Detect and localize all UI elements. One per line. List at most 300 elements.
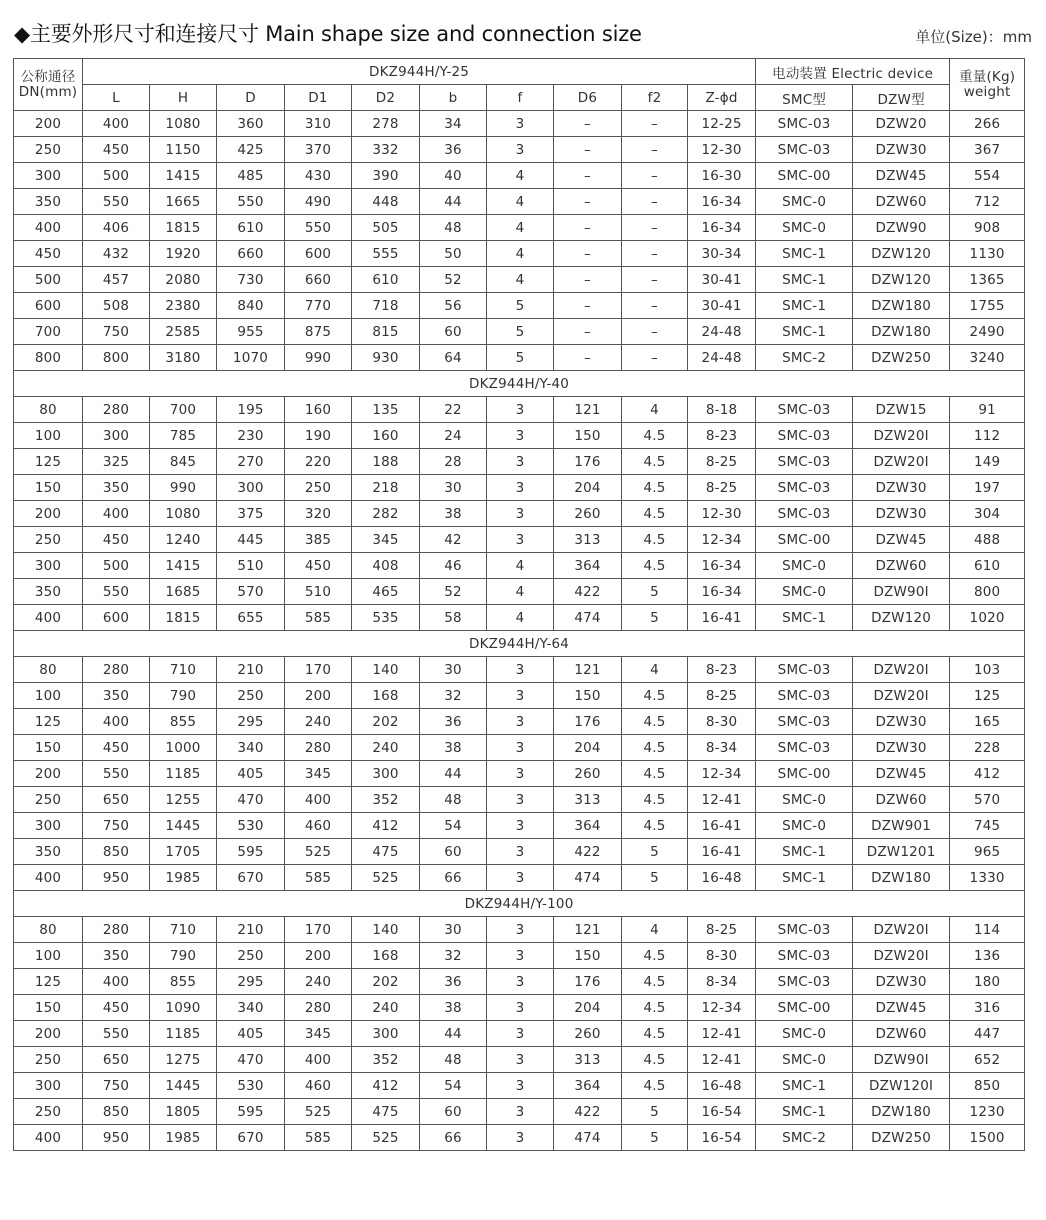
- page-title: ◆主要外形尺寸和连接尺寸 Main shape size and connection size: [14, 22, 642, 46]
- table-cell: 800: [83, 345, 150, 371]
- table-cell: SMC-03: [756, 137, 853, 163]
- table-cell: 4.5: [622, 501, 688, 527]
- table-cell: 176: [554, 709, 622, 735]
- table-cell: 44: [420, 189, 487, 215]
- table-cell: 80: [14, 657, 83, 683]
- table-cell: 652: [950, 1047, 1025, 1073]
- page-header: [14, 14, 1032, 54]
- table-cell: 730: [217, 267, 285, 293]
- table-cell: 990: [285, 345, 352, 371]
- table-cell: 345: [352, 527, 420, 553]
- table-cell: 950: [83, 1125, 150, 1151]
- table-cell: SMC-00: [756, 163, 853, 189]
- table-cell: 30: [420, 475, 487, 501]
- table-cell: 300: [14, 553, 83, 579]
- table-cell: 350: [14, 839, 83, 865]
- table-cell: 8-23: [688, 657, 756, 683]
- table-cell: 4.5: [622, 735, 688, 761]
- table-cell: 8-23: [688, 423, 756, 449]
- table-cell: 585: [285, 1125, 352, 1151]
- table-cell: 4.5: [622, 527, 688, 553]
- table-cell: 3240: [950, 345, 1025, 371]
- table-cell: 4.5: [622, 683, 688, 709]
- table-cell: 585: [285, 865, 352, 891]
- table-cell: 60: [420, 1099, 487, 1125]
- table-cell: DZW120: [853, 241, 950, 267]
- table-cell: 490: [285, 189, 352, 215]
- table-cell: SMC-1: [756, 241, 853, 267]
- table-cell: SMC-03: [756, 501, 853, 527]
- table-cell: SMC-1: [756, 267, 853, 293]
- table-cell: 250: [14, 1047, 83, 1073]
- table-cell: 855: [150, 969, 217, 995]
- table-cell: 300: [14, 1073, 83, 1099]
- table-cell: –: [554, 267, 622, 293]
- table-cell: –: [622, 163, 688, 189]
- table-cell: 140: [352, 657, 420, 683]
- table-cell: 180: [950, 969, 1025, 995]
- table-cell: 4.5: [622, 553, 688, 579]
- table-cell: 250: [285, 475, 352, 501]
- table-cell: 908: [950, 215, 1025, 241]
- table-cell: 38: [420, 995, 487, 1021]
- table-cell: SMC-00: [756, 761, 853, 787]
- table-cell: 3: [487, 969, 554, 995]
- table-cell: 280: [83, 657, 150, 683]
- table-cell: 3: [487, 917, 554, 943]
- table-row: [14, 475, 1025, 501]
- table-cell: 340: [217, 735, 285, 761]
- table-cell: 168: [352, 943, 420, 969]
- table-cell: DZW20I: [853, 943, 950, 969]
- table-cell: 46: [420, 553, 487, 579]
- table-cell: DZW180: [853, 1099, 950, 1125]
- table-cell: 80: [14, 397, 83, 423]
- table-cell: 855: [150, 709, 217, 735]
- table-cell: 228: [950, 735, 1025, 761]
- table-cell: 250: [217, 943, 285, 969]
- table-row: [14, 839, 1025, 865]
- table-cell: 16-34: [688, 215, 756, 241]
- table-cell: 510: [217, 553, 285, 579]
- table-row: [14, 865, 1025, 891]
- table-cell: SMC-1: [756, 293, 853, 319]
- section-title: DKZ944H/Y-100: [14, 891, 1025, 917]
- table-cell: 8-25: [688, 683, 756, 709]
- table-cell: 850: [83, 839, 150, 865]
- table-cell: 1415: [150, 553, 217, 579]
- table-cell: 4.5: [622, 1047, 688, 1073]
- table-cell: DZW60: [853, 189, 950, 215]
- table-cell: 610: [217, 215, 285, 241]
- table-cell: 508: [83, 293, 150, 319]
- table-cell: 1000: [150, 735, 217, 761]
- table-row: [14, 423, 1025, 449]
- table-cell: 450: [83, 137, 150, 163]
- table-row: [14, 553, 1025, 579]
- table-row: [14, 943, 1025, 969]
- table-cell: SMC-0: [756, 813, 853, 839]
- table-cell: 1815: [150, 215, 217, 241]
- table-cell: 4: [487, 241, 554, 267]
- table-cell: 165: [950, 709, 1025, 735]
- table-cell: 4.5: [622, 709, 688, 735]
- table-cell: 1070: [217, 345, 285, 371]
- table-cell: 550: [285, 215, 352, 241]
- table-cell: 367: [950, 137, 1025, 163]
- table-cell: 1815: [150, 605, 217, 631]
- table-row: [14, 735, 1025, 761]
- table-cell: SMC-1: [756, 1073, 853, 1099]
- table-cell: 121: [554, 657, 622, 683]
- table-cell: 670: [217, 865, 285, 891]
- table-cell: 3: [487, 865, 554, 891]
- table-cell: 470: [217, 1047, 285, 1073]
- table-cell: 300: [14, 813, 83, 839]
- table-cell: DZW20I: [853, 449, 950, 475]
- table-cell: 1090: [150, 995, 217, 1021]
- weight-header-cell: [950, 59, 1025, 111]
- table-cell: 488: [950, 527, 1025, 553]
- table-cell: DZW45: [853, 995, 950, 1021]
- table-cell: 32: [420, 943, 487, 969]
- table-cell: 400: [83, 709, 150, 735]
- table-cell: 332: [352, 137, 420, 163]
- table-cell: SMC-0: [756, 579, 853, 605]
- table-cell: 4.5: [622, 787, 688, 813]
- table-cell: 325: [83, 449, 150, 475]
- table-cell: 412: [352, 813, 420, 839]
- table-cell: 990: [150, 475, 217, 501]
- table-row: [14, 319, 1025, 345]
- table-cell: 38: [420, 735, 487, 761]
- table-cell: 3: [487, 683, 554, 709]
- table-cell: 875: [285, 319, 352, 345]
- table-cell: 2380: [150, 293, 217, 319]
- table-cell: 412: [352, 1073, 420, 1099]
- table-cell: 300: [14, 163, 83, 189]
- table-cell: 460: [285, 1073, 352, 1099]
- table-row: [14, 345, 1025, 371]
- table-cell: 595: [217, 1099, 285, 1125]
- table-cell: 58: [420, 605, 487, 631]
- weight-header-line-2: weight: [963, 83, 1011, 100]
- table-cell: 4: [487, 579, 554, 605]
- table-cell: 790: [150, 943, 217, 969]
- table-cell: 8-34: [688, 735, 756, 761]
- table-cell: 4: [487, 215, 554, 241]
- table-cell: 188: [352, 449, 420, 475]
- table-cell: 135: [352, 397, 420, 423]
- table-cell: 1445: [150, 1073, 217, 1099]
- table-cell: 550: [83, 761, 150, 787]
- table-cell: 550: [83, 1021, 150, 1047]
- table-cell: 2490: [950, 319, 1025, 345]
- table-cell: 345: [285, 761, 352, 787]
- table-cell: 100: [14, 423, 83, 449]
- table-cell: SMC-1: [756, 319, 853, 345]
- table-cell: 352: [352, 787, 420, 813]
- table-cell: 1500: [950, 1125, 1025, 1151]
- table-cell: 406: [83, 215, 150, 241]
- table-cell: 3: [487, 995, 554, 1021]
- table-cell: 16-48: [688, 1073, 756, 1099]
- table-cell: 8-30: [688, 943, 756, 969]
- table-cell: 1150: [150, 137, 217, 163]
- table-cell: 204: [554, 995, 622, 1021]
- table-cell: 710: [150, 917, 217, 943]
- table-cell: 5: [487, 319, 554, 345]
- table-cell: 150: [14, 735, 83, 761]
- table-cell: 4.5: [622, 995, 688, 1021]
- table-cell: –: [622, 345, 688, 371]
- table-cell: 40: [420, 163, 487, 189]
- table-cell: 700: [14, 319, 83, 345]
- table-row: [14, 1021, 1025, 1047]
- table-cell: 12-30: [688, 137, 756, 163]
- table-row: [14, 917, 1025, 943]
- table-cell: 475: [352, 1099, 420, 1125]
- table-cell: 4: [487, 605, 554, 631]
- table-cell: 4: [622, 657, 688, 683]
- table-cell: 3: [487, 137, 554, 163]
- table-cell: 24-48: [688, 345, 756, 371]
- table-cell: 400: [83, 501, 150, 527]
- table-cell: 266: [950, 111, 1025, 137]
- table-cell: DZW45: [853, 527, 950, 553]
- table-cell: SMC-0: [756, 553, 853, 579]
- table-row: [14, 1099, 1025, 1125]
- table-cell: DZW60: [853, 1021, 950, 1047]
- table-cell: 2585: [150, 319, 217, 345]
- column-header: H: [150, 85, 217, 111]
- table-cell: 425: [217, 137, 285, 163]
- table-body: [14, 59, 1025, 1151]
- table-cell: 52: [420, 267, 487, 293]
- table-cell: 790: [150, 683, 217, 709]
- table-cell: 375: [217, 501, 285, 527]
- table-cell: 8-34: [688, 969, 756, 995]
- table-cell: 1665: [150, 189, 217, 215]
- table-cell: DZW90I: [853, 1047, 950, 1073]
- table-cell: 300: [352, 761, 420, 787]
- table-cell: 670: [217, 1125, 285, 1151]
- table-cell: 42: [420, 527, 487, 553]
- table-cell: 400: [14, 605, 83, 631]
- table-cell: 295: [217, 709, 285, 735]
- table-cell: 350: [14, 579, 83, 605]
- table-cell: 3: [487, 1125, 554, 1151]
- table-cell: 432: [83, 241, 150, 267]
- table-cell: 745: [950, 813, 1025, 839]
- table-cell: DZW30: [853, 475, 950, 501]
- table-cell: 12-30: [688, 501, 756, 527]
- column-header: Z-ϕd: [688, 85, 756, 111]
- table-cell: 475: [352, 839, 420, 865]
- table-cell: 54: [420, 1073, 487, 1099]
- table-cell: 470: [217, 787, 285, 813]
- table-cell: SMC-0: [756, 1047, 853, 1073]
- table-cell: 535: [352, 605, 420, 631]
- table-cell: 457: [83, 267, 150, 293]
- table-cell: SMC-0: [756, 1021, 853, 1047]
- table-cell: SMC-1: [756, 605, 853, 631]
- dn-header-line-1: 公称通径: [20, 68, 76, 85]
- table-cell: 200: [285, 683, 352, 709]
- table-cell: 474: [554, 865, 622, 891]
- table-cell: 500: [83, 163, 150, 189]
- table-cell: 8-25: [688, 475, 756, 501]
- column-header: SMC型: [756, 85, 853, 111]
- table-cell: 450: [83, 995, 150, 1021]
- table-cell: 400: [285, 1047, 352, 1073]
- table-cell: 850: [950, 1073, 1025, 1099]
- table-cell: 280: [285, 995, 352, 1021]
- table-cell: 16-34: [688, 189, 756, 215]
- table-cell: 320: [285, 501, 352, 527]
- table-cell: 655: [217, 605, 285, 631]
- table-cell: 350: [83, 943, 150, 969]
- table-cell: DZW20I: [853, 423, 950, 449]
- table-cell: –: [622, 267, 688, 293]
- table-cell: 1255: [150, 787, 217, 813]
- table-cell: 197: [950, 475, 1025, 501]
- table-cell: 364: [554, 553, 622, 579]
- table-cell: DZW20: [853, 111, 950, 137]
- table-cell: 1705: [150, 839, 217, 865]
- table-cell: –: [622, 293, 688, 319]
- table-cell: –: [554, 163, 622, 189]
- column-header: DZW型: [853, 85, 950, 111]
- table-cell: 1275: [150, 1047, 217, 1073]
- table-cell: 554: [950, 163, 1025, 189]
- table-cell: 5: [622, 865, 688, 891]
- table-cell: 16-34: [688, 579, 756, 605]
- table-cell: 5: [622, 1099, 688, 1125]
- table-cell: 112: [950, 423, 1025, 449]
- table-cell: 260: [554, 1021, 622, 1047]
- table-cell: SMC-03: [756, 397, 853, 423]
- table-cell: DZW1201: [853, 839, 950, 865]
- table-cell: 3: [487, 1073, 554, 1099]
- table-cell: SMC-03: [756, 423, 853, 449]
- table-cell: 815: [352, 319, 420, 345]
- table-cell: 3: [487, 397, 554, 423]
- table-row: [14, 449, 1025, 475]
- table-cell: 50: [420, 241, 487, 267]
- table-cell: 3: [487, 839, 554, 865]
- table-cell: DZW250: [853, 1125, 950, 1151]
- table-cell: 114: [950, 917, 1025, 943]
- table-cell: DZW120: [853, 605, 950, 631]
- table-cell: 422: [554, 1099, 622, 1125]
- table-cell: 150: [14, 995, 83, 1021]
- section-title: DKZ944H/Y-40: [14, 371, 1025, 397]
- table-cell: 140: [352, 917, 420, 943]
- table-cell: 4.5: [622, 449, 688, 475]
- table-cell: 240: [285, 709, 352, 735]
- table-cell: 3: [487, 813, 554, 839]
- table-cell: DZW30: [853, 137, 950, 163]
- table-cell: DZW45: [853, 761, 950, 787]
- table-cell: 3: [487, 1047, 554, 1073]
- table-cell: 280: [83, 397, 150, 423]
- table-cell: 250: [14, 527, 83, 553]
- table-cell: 260: [554, 501, 622, 527]
- table-row: [14, 605, 1025, 631]
- table-row: [14, 813, 1025, 839]
- table-cell: SMC-03: [756, 709, 853, 735]
- table-cell: 200: [14, 1021, 83, 1047]
- table-cell: 4.5: [622, 969, 688, 995]
- table-cell: 460: [285, 813, 352, 839]
- column-header: D: [217, 85, 285, 111]
- table-cell: 400: [285, 787, 352, 813]
- table-cell: 30-41: [688, 293, 756, 319]
- table-cell: –: [554, 345, 622, 371]
- unit-label: 单位(Size)：mm: [915, 28, 1032, 46]
- table-row: [14, 293, 1025, 319]
- table-cell: DZW20I: [853, 917, 950, 943]
- table-cell: 1330: [950, 865, 1025, 891]
- table-cell: 1805: [150, 1099, 217, 1125]
- table-cell: 4: [487, 267, 554, 293]
- table-cell: 3: [487, 657, 554, 683]
- table-cell: 3: [487, 449, 554, 475]
- table-cell: 12-41: [688, 1021, 756, 1047]
- table-cell: 405: [217, 761, 285, 787]
- table-cell: 845: [150, 449, 217, 475]
- table-cell: 304: [950, 501, 1025, 527]
- table-cell: 16-54: [688, 1099, 756, 1125]
- dn-header-cell: [14, 59, 83, 111]
- table-cell: 4.5: [622, 761, 688, 787]
- table-cell: 204: [554, 735, 622, 761]
- table-cell: 3: [487, 527, 554, 553]
- table-cell: 200: [14, 111, 83, 137]
- table-cell: 4: [622, 397, 688, 423]
- table-cell: 400: [83, 111, 150, 137]
- table-cell: 204: [554, 475, 622, 501]
- table-cell: 210: [217, 657, 285, 683]
- dimension-table: [13, 58, 1025, 1151]
- table-cell: 3: [487, 1021, 554, 1047]
- table-row: [14, 163, 1025, 189]
- table-cell: SMC-03: [756, 111, 853, 137]
- table-cell: 24: [420, 423, 487, 449]
- table-cell: 30-41: [688, 267, 756, 293]
- table-cell: 4: [622, 917, 688, 943]
- table-cell: 400: [83, 969, 150, 995]
- table-cell: DZW30: [853, 709, 950, 735]
- table-cell: DZW250: [853, 345, 950, 371]
- table-cell: DZW45: [853, 163, 950, 189]
- table-cell: 600: [14, 293, 83, 319]
- table-cell: 2080: [150, 267, 217, 293]
- table-cell: 450: [14, 241, 83, 267]
- table-cell: 4.5: [622, 423, 688, 449]
- table-cell: 250: [217, 683, 285, 709]
- electric-device-header: 电动装置 Electric device: [756, 59, 950, 85]
- table-cell: 5: [487, 293, 554, 319]
- table-cell: 447: [950, 1021, 1025, 1047]
- table-cell: 280: [83, 917, 150, 943]
- table-cell: 30: [420, 657, 487, 683]
- table-cell: 3: [487, 735, 554, 761]
- table-cell: 474: [554, 1125, 622, 1151]
- table-cell: 450: [83, 735, 150, 761]
- table-header-row: [14, 59, 1025, 85]
